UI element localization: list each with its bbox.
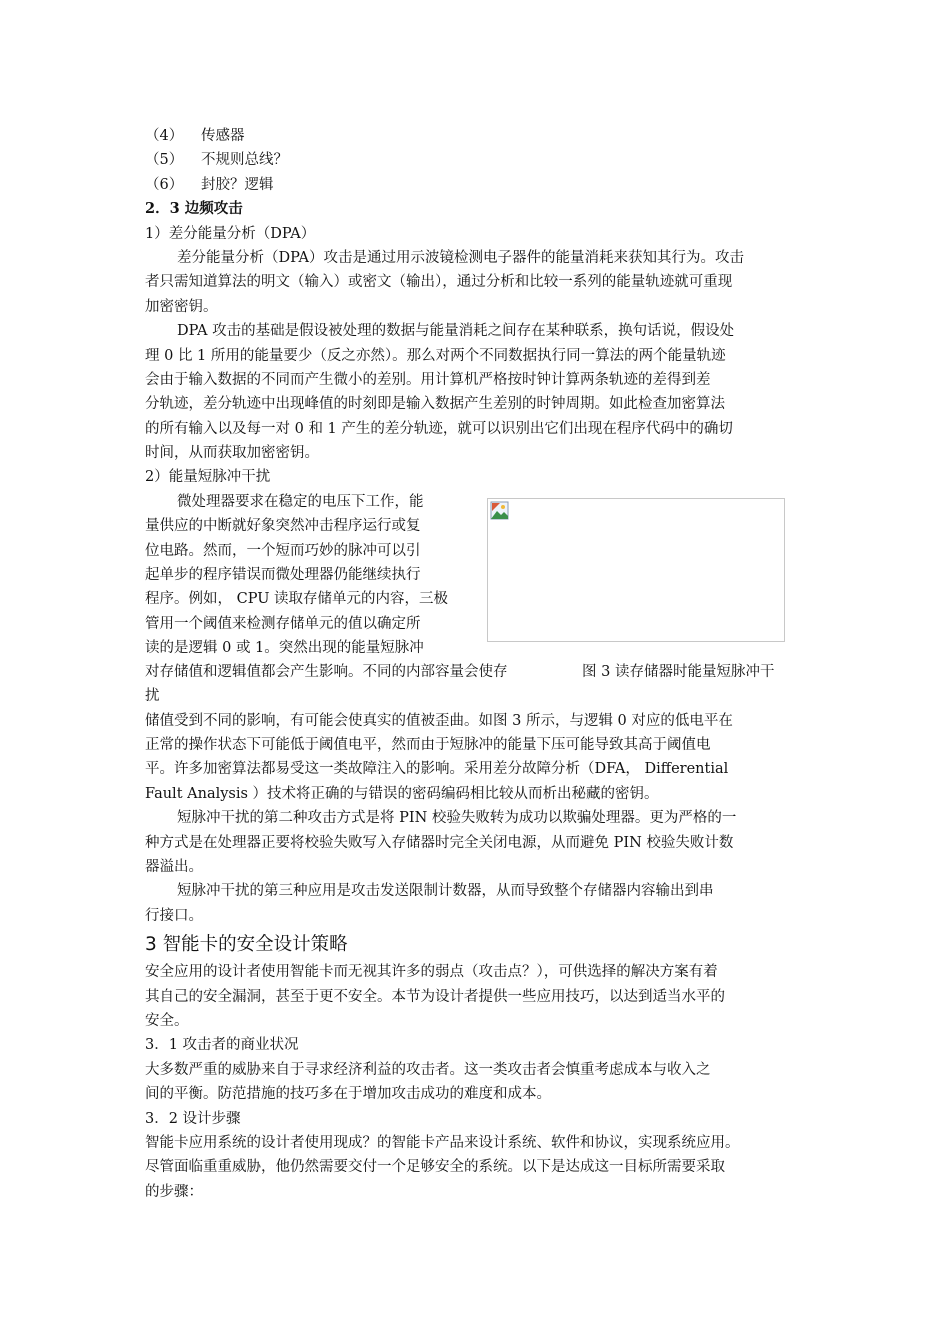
broken-image-icon [490,501,510,521]
text-line-with-caption [145,660,807,684]
text-line: 量供应的中断就好象突然冲击程序运行或复 [145,518,421,535]
text-line: 时间，从而获取加密密钥。 [145,445,319,462]
paragraph [145,806,807,879]
figure-caption: 图 3 读存储器时能量短脉冲干 [582,663,775,680]
text-line: 安全应用的设计者使用智能卡而无视其许多的弱点（攻击点？），可供选择的解决方案有着 [145,964,718,981]
text-line: 大多数严重的威胁来自于寻求经济利益的攻击者。这一类攻击者会慎重考虑成本与收入之 [145,1061,711,1078]
paragraph-with-figure [145,490,807,660]
subsection-heading: 3．1 攻击者的商业状况 [145,1037,299,1054]
wrapped-text [145,490,477,661]
section-heading: 2．3 边频攻击 [145,200,243,218]
text-line: DPA 攻击的基础是假设被处理的数据与能量消耗之间存在某种联系，换句话说，假设处 [177,323,735,340]
paragraph [145,960,807,1033]
text-line: 行接口。 [145,907,203,924]
paragraph [145,246,807,319]
text-line: 的所有输入以及每一对 0 和 1 产生的差分轨迹，就可以识别出它们出现在程序代码中的确切 [145,420,733,437]
text-line: 微处理器要求在稳定的电压下工作，能 [177,493,424,510]
text-line: 间的平衡。防范措施的技巧多在于增加攻击成功的难度和成本。 [145,1086,551,1103]
text-line: 理 0 比 1 所用的能量要少（反之亦然）。那么对两个不同数据执行同一算法的两个能量轨迹 [145,347,726,364]
text-line: 短脉冲干扰的第三种应用是攻击发送限制计数器，从而导致整个存储器内容输出到串 [177,883,714,900]
subsection-heading: 1）差分能量分析（DPA） [145,225,316,242]
text-line: 的步骤： [145,1183,203,1200]
text-line: 起单步的程序错误而微处理器仍能继续执行 [145,567,421,584]
text-line: 平。许多加密算法都易受这一类故障注入的影响。采用差分故障分析（DFA， Differential [145,761,729,778]
list-item [145,173,807,197]
text-line: 管用一个阈值来检测存储单元的值以确定所 [145,615,421,632]
list-number: （6） [145,176,184,193]
paragraph [145,879,807,928]
figure-placeholder [487,498,785,642]
subsection-heading: 2）能量短脉冲干扰 [145,469,271,486]
text-line: 正常的操作状态下可能低于阈值电平，然而由于短脉冲的能量下压可能导致其高于阈值电 [145,737,711,754]
text-line: 会由于输入数据的不同而产生微小的差别。用计算机严格按时钟计算两条轨迹的差得到差 [145,371,711,388]
figure-caption-tail: 扰 [145,688,160,705]
text-line: 程序。例如， CPU 读取存储单元的内容，三极 [145,591,449,608]
text-line: 者只需知道算法的明文（输入）或密文（输出），通过分析和比较一系列的能量轨迹就可重现 [145,274,733,291]
text-line: 读的是逻辑 0 或 1。突然出现的能量短脉冲 [145,640,424,657]
list-item [145,124,807,148]
paragraph [145,319,807,465]
chapter-heading: 3 智能卡的安全设计策略 [145,934,348,956]
paragraph [145,1131,807,1204]
text-line: 智能卡应用系统的设计者使用现成？的智能卡产品来设计系统、软件和协议，实现系统应用。 [145,1134,740,1151]
list-number: （5） [145,152,184,169]
text-line: 尽管面临重重威胁，他仍然需要交付一个足够安全的系统。以下是达成这一目标所需要采取 [145,1159,725,1176]
text-line: Fault Analysis ）技术将正确的与错误的密码编码相比较从而析出秘藏的密钥。 [145,785,659,802]
list-item [145,148,807,172]
text-line: 短脉冲干扰的第二种攻击方式是将 PIN 校验失败转为成功以欺骗处理器。更为严格的一 [177,810,737,827]
text-line: 种方式是在处理器正要将校验失败写入存储器时完全关闭电源，从而避免 PIN 校验失败计数 [145,834,734,851]
text-line: 器溢出。 [145,858,203,875]
document-page [145,124,807,1204]
paragraph [145,709,807,807]
list-text: 不规则总线？ [201,152,288,169]
text-line: 差分能量分析（DPA）攻击是通过用示波镜检测电子器件的能量消耗来获知其行为。攻击 [177,249,745,266]
text-line: 安全。 [145,1012,189,1029]
text-line: 位电路。然而，一个短而巧妙的脉冲可以引 [145,542,421,559]
text-line: 加密密钥。 [145,298,218,315]
list-text: 封胶？逻辑 [201,176,274,193]
text-line: 储值受到不同的影响，有可能会使真实的值被歪曲。如图 3 所示，与逻辑 0 对应的低电平在 [145,712,733,729]
text-line: 分轨迹，差分轨迹中出现峰值的时刻即是输入数据产生差别的时钟周期。如此检查加密算法 [145,396,725,413]
text-line: 对存储值和逻辑值都会产生影响。不同的内部容量会使存 [145,663,508,680]
list-number: （4） [145,128,184,144]
subsection-heading: 3．2 设计步骤 [145,1110,241,1127]
text-line: 其自己的安全漏洞，甚至于更不安全。本节为设计者提供一些应用技巧，以达到适当水平的 [145,988,725,1005]
paragraph [145,1058,807,1107]
list-text: 传感器 [201,128,245,144]
